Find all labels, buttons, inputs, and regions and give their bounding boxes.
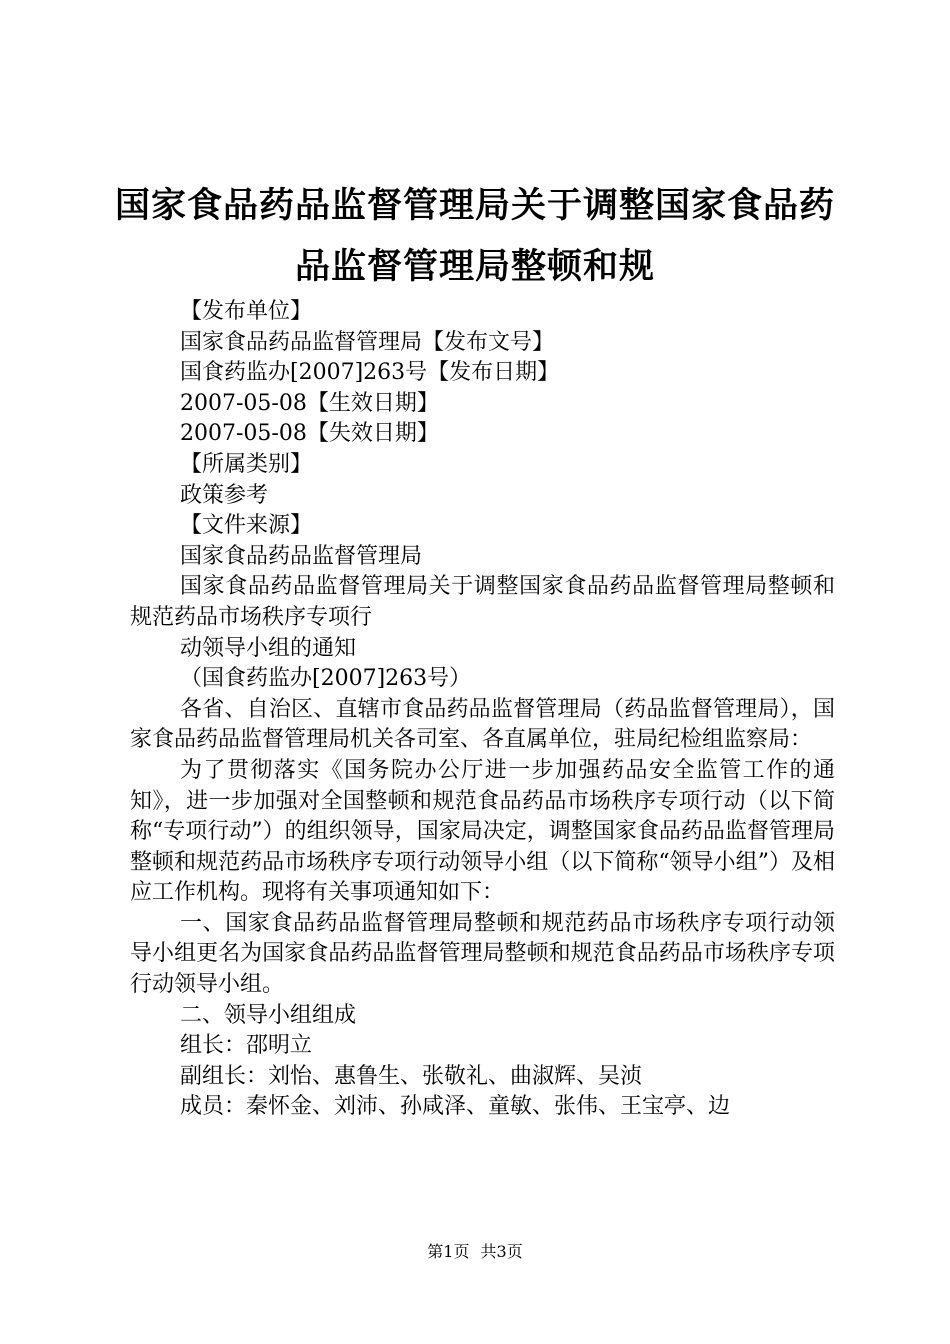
item-two-heading: 二、领导小组组成: [180, 1002, 357, 1028]
members-line: 成员：秦怀金、刘沛、孙咸泽、童敏、张伟、王宝亭、边: [180, 1094, 731, 1120]
category-value: 政策参考: [180, 482, 269, 508]
publisher-label: 【发布单位】: [180, 299, 313, 324]
document-title-line-2: 品监督管理局整顿和规: [294, 247, 655, 287]
recipients-paragraph: 各省、自治区、直辖市食品药品监督管理局（药品监督管理局），国家食品药品监督管理局机关各司室、各直属单位，驻局纪检组监察局：: [130, 696, 835, 753]
publisher-value: 国家食品药品监督管理局【发布文号】: [180, 329, 555, 355]
document-number: 国食药监办[2007]263号【发布日期】: [180, 360, 560, 386]
group-leader-line: 组长：邵明立: [180, 1033, 313, 1059]
effective-date: 2007-05-08【失效日期】: [180, 421, 439, 447]
deputy-leaders-line: 副组长：刘怡、惠鲁生、张敬礼、曲淑辉、吴浈: [180, 1063, 643, 1089]
publish-date: 2007-05-08【生效日期】: [180, 390, 439, 416]
document-title-line-1: 国家食品药品监督管理局关于调整国家食品药: [114, 186, 835, 226]
purpose-paragraph: 为了贯彻落实《国务院办公厅进一步加强药品安全监管工作的通知》，进一步加强对全国整顿和规范食品药品市场秩序专项行动（以下简称“专项行动”）的组织领导，国家局决定，调整国家食品药品监督管理局整顿和规范药品市场秩序专项行动领导小组（以下简称“领导小组”）及相应工作机构。现将有关事项通知如下：: [130, 757, 835, 906]
notice-heading: 国家食品药品监督管理局关于调整国家食品药品监督管理局整顿和规范药品市场秩序专项行: [130, 574, 835, 630]
item-one-paragraph: 一、国家食品药品监督管理局整顿和规范药品市场秩序专项行动领导小组更名为国家食品药品监督管理局整顿和规范食品药品市场秩序专项行动领导小组。: [130, 910, 835, 998]
page-number: 第1页: [427, 1242, 470, 1261]
notice-heading-continued: 动领导小组的通知: [180, 635, 357, 661]
source-value: 国家食品药品监督管理局: [180, 543, 423, 569]
document-body: [130, 297, 835, 1123]
source-label: 【文件来源】: [180, 513, 313, 539]
category-label: 【所属类别】: [180, 451, 313, 477]
total-pages: 共3页: [480, 1242, 523, 1261]
page-footer: [0, 1242, 950, 1262]
notice-document-number: （国食药监办[2007]263号）: [180, 666, 472, 692]
